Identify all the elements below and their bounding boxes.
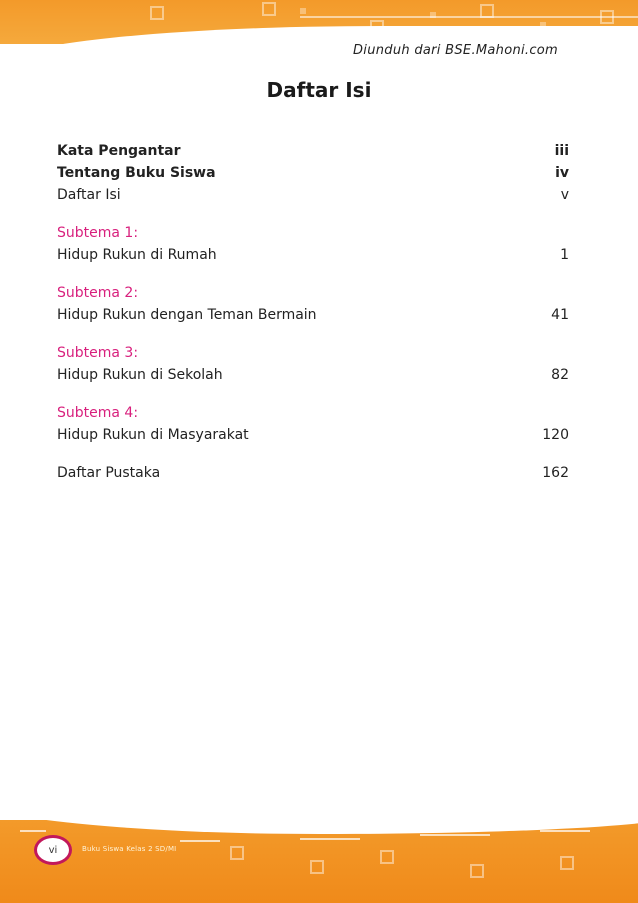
toc-entry-label: Daftar Isi xyxy=(57,187,121,203)
subtheme-heading: Subtema 3: xyxy=(57,345,139,361)
table-of-contents xyxy=(57,140,569,484)
subtheme-heading: Subtema 4: xyxy=(57,405,139,421)
toc-entry-label: Hidup Rukun dengan Teman Bermain xyxy=(57,307,317,323)
decorative-square xyxy=(480,4,494,18)
decorative-square xyxy=(230,846,244,860)
toc-entry-page: 82 xyxy=(551,367,569,383)
decorative-dash xyxy=(420,834,490,836)
toc-entry-label: Daftar Pustaka xyxy=(57,465,161,481)
decorative-square xyxy=(150,6,164,20)
toc-entry-page: iv xyxy=(555,165,569,181)
subtheme-heading: Subtema 1: xyxy=(57,225,139,241)
decorative-square xyxy=(300,8,306,14)
toc-entry-label: Hidup Rukun di Masyarakat xyxy=(57,427,249,443)
toc-entry-page: iii xyxy=(554,143,569,159)
toc-row-subtheme xyxy=(57,244,569,266)
decorative-square xyxy=(470,864,484,878)
toc-entry-page: 41 xyxy=(551,307,569,323)
toc-entry-label: Hidup Rukun di Rumah xyxy=(57,247,217,263)
toc-entry-page: v xyxy=(560,187,569,203)
source-watermark: Diunduh dari BSE.Mahoni.com xyxy=(352,43,558,58)
page-number-badge xyxy=(34,835,72,865)
toc-entry-page: 162 xyxy=(542,465,569,481)
decorative-dash xyxy=(180,840,220,842)
top-white-curve xyxy=(0,26,638,44)
toc-row-subtheme xyxy=(57,424,569,446)
book-title: Buku Siswa Kelas 2 SD/MI xyxy=(82,845,177,853)
toc-entry-page: 1 xyxy=(560,247,569,263)
toc-entry-label: Hidup Rukun di Sekolah xyxy=(57,367,223,383)
toc-row-back xyxy=(57,462,569,484)
toc-entry-page: 120 xyxy=(542,427,569,443)
decorative-dash xyxy=(300,838,360,840)
decorative-square xyxy=(310,860,324,874)
page-number: vi xyxy=(48,844,58,856)
toc-row-front xyxy=(57,162,569,184)
decorative-square xyxy=(430,12,436,18)
subtheme-heading: Subtema 2: xyxy=(57,285,139,301)
page-title: Daftar Isi xyxy=(266,78,372,102)
decorative-square xyxy=(380,850,394,864)
toc-entry-label: Kata Pengantar xyxy=(57,143,181,159)
toc-row-subtheme xyxy=(57,304,569,326)
toc-row-front xyxy=(57,140,569,162)
bottom-decorative-band xyxy=(0,820,638,903)
toc-entry-label: Tentang Buku Siswa xyxy=(57,165,216,181)
decorative-square xyxy=(600,10,614,24)
decorative-square xyxy=(560,856,574,870)
decorative-dash xyxy=(540,830,590,832)
toc-row-front xyxy=(57,184,569,206)
top-decorative-band xyxy=(0,0,638,44)
top-divider-line xyxy=(300,16,638,18)
toc-row-subtheme xyxy=(57,364,569,386)
decorative-square xyxy=(262,2,276,16)
decorative-dash xyxy=(20,830,46,832)
